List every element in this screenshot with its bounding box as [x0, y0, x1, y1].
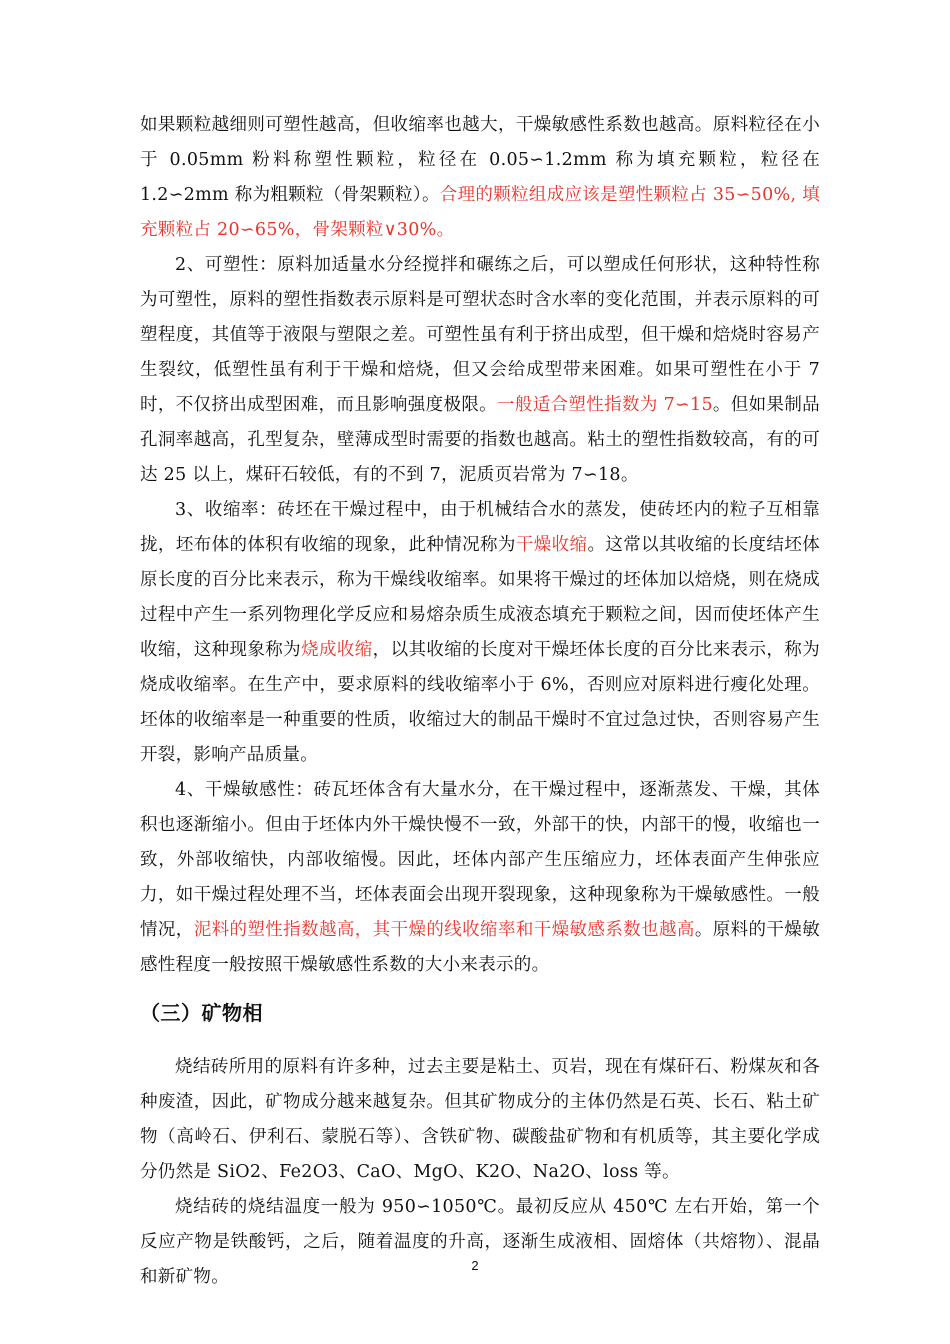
highlighted-text: 一般适合塑性指数为 7∽15	[497, 395, 713, 415]
paragraph-text: 。原料的干燥敏感性程度一般按照干燥敏感性系数的大小来表示的。	[140, 920, 820, 975]
paragraph-firing-temperature: 烧结砖的烧结温度一般为 950∽1050℃。最初反应从 450℃ 左右开始，第一个反应产物是铁酸钙，之后，随着温度的升高，逐渐生成液相、固熔体（共熔物）、混晶和新矿物。	[140, 1197, 820, 1287]
paragraph-text: ，以其收缩的长度对干燥坯体长度的百分比来表示，称为烧成收缩率。在生产中，要求原料的线收缩率小于 6%，否则应对原料进行瘦化处理。坯体的收缩率是一种重要的性质，收缩过大的制品干燥时不宜过急过快，否则容易产生开裂，影响产品质量。	[140, 640, 821, 765]
paragraph-text: 。这常以其收缩的长度结坯体原长度的百分比来表示，称为干燥线收缩率。如果将干燥过的坯体加以焙烧，则在烧成过程中产生一系列物理化学反应和易熔杂质生成液态填充于颗粒之间，因而使坯体产生收缩，这种现象称为	[140, 535, 820, 660]
paragraph-raw-materials: 烧结砖所用的原料有许多种，过去主要是粘土、页岩，现在有煤矸石、粉煤灰和各种废渣，因此，矿物成分越来越复杂。但其矿物成分的主体仍然是石英、长石、粘土矿物（高岭石、伊利石、蒙脱石等）、含铁矿物、碳酸盐矿物和有机质等，其主要化学成分仍然是 SiO2、Fe2O3、CaO、MgO、K2O、Na2O、loss 等。	[140, 1057, 820, 1182]
paragraph-shrinkage	[140, 493, 820, 773]
highlighted-text: 泥料的塑性指数越高，其干燥的线收缩率和干燥敏感系数也越高	[193, 920, 695, 940]
highlighted-text: 合理的颗粒组成应该是塑性颗粒占 35∽50%, 填充颗粒占 20∽65%，骨架颗粒∨30%。	[140, 185, 820, 240]
paragraph-text: 3、收缩率：砖坯在干燥过程中，由于机械结合水的蒸发，使砖坯内的粒子互相靠拢，坯布体的体积有收缩的现象，此种情况称为	[140, 500, 820, 555]
section-heading: （三）矿物相	[140, 1001, 263, 1025]
page-number: 2	[471, 1258, 479, 1273]
paragraph-text: 2、可塑性：原料加适量水分经搅拌和碾练之后，可以塑成任何形状，这种特性称为可塑性，原料的塑性指数表示原料是可塑状态时含水率的变化范围，并表示原料的可塑程度，其值等于液限与塑限之差。可塑性虽有利于挤出成型，但干燥和焙烧时容易产生裂纹，低塑性虽有利于干燥和焙烧，但又会给成型带来困难。如果可塑性在小于 7 时，不仅挤出成型困难，而且影响强度极限。	[140, 255, 820, 415]
paragraph-drying-sensitivity	[140, 773, 820, 983]
paragraph-text: 如果颗粒越细则可塑性越高，但收缩率也越大，干燥敏感性系数也越高。原料粒径在小于 0.05mm 粉料称塑性颗粒，粒径在 0.05∽1.2mm 称为填充颗粒，粒径在 1.2∽2mm 称为粗颗粒（骨架颗粒）。	[140, 115, 820, 205]
highlighted-text: 烧成收缩	[301, 640, 373, 660]
page-content	[140, 108, 820, 1295]
paragraph-plasticity	[140, 248, 820, 493]
paragraph-text: 4、干燥敏感性：砖瓦坯体含有大量水分，在干燥过程中，逐渐蒸发、干燥，其体积也逐渐缩小。但由于坯体内外干燥快慢不一致，外部干的快，内部干的慢，收缩也一致，外部收缩快，内部收缩慢。因此，坯体内部产生压缩应力，坯体表面产生伸张应力，如干燥过程处理不当，坯体表面会出现开裂现象，这种现象称为干燥敏感性。一般情况，	[140, 780, 820, 940]
highlighted-text: 干燥收缩	[515, 535, 588, 555]
paragraph-text: 。但如果制品孔洞率越高，孔型复杂，壁薄成型时需要的指数也越高。粘土的塑性指数较高，有的可达 25 以上，煤矸石较低，有的不到 7，泥质页岩常为 7∽18。	[140, 395, 820, 485]
paragraph-particle-size	[140, 108, 820, 248]
